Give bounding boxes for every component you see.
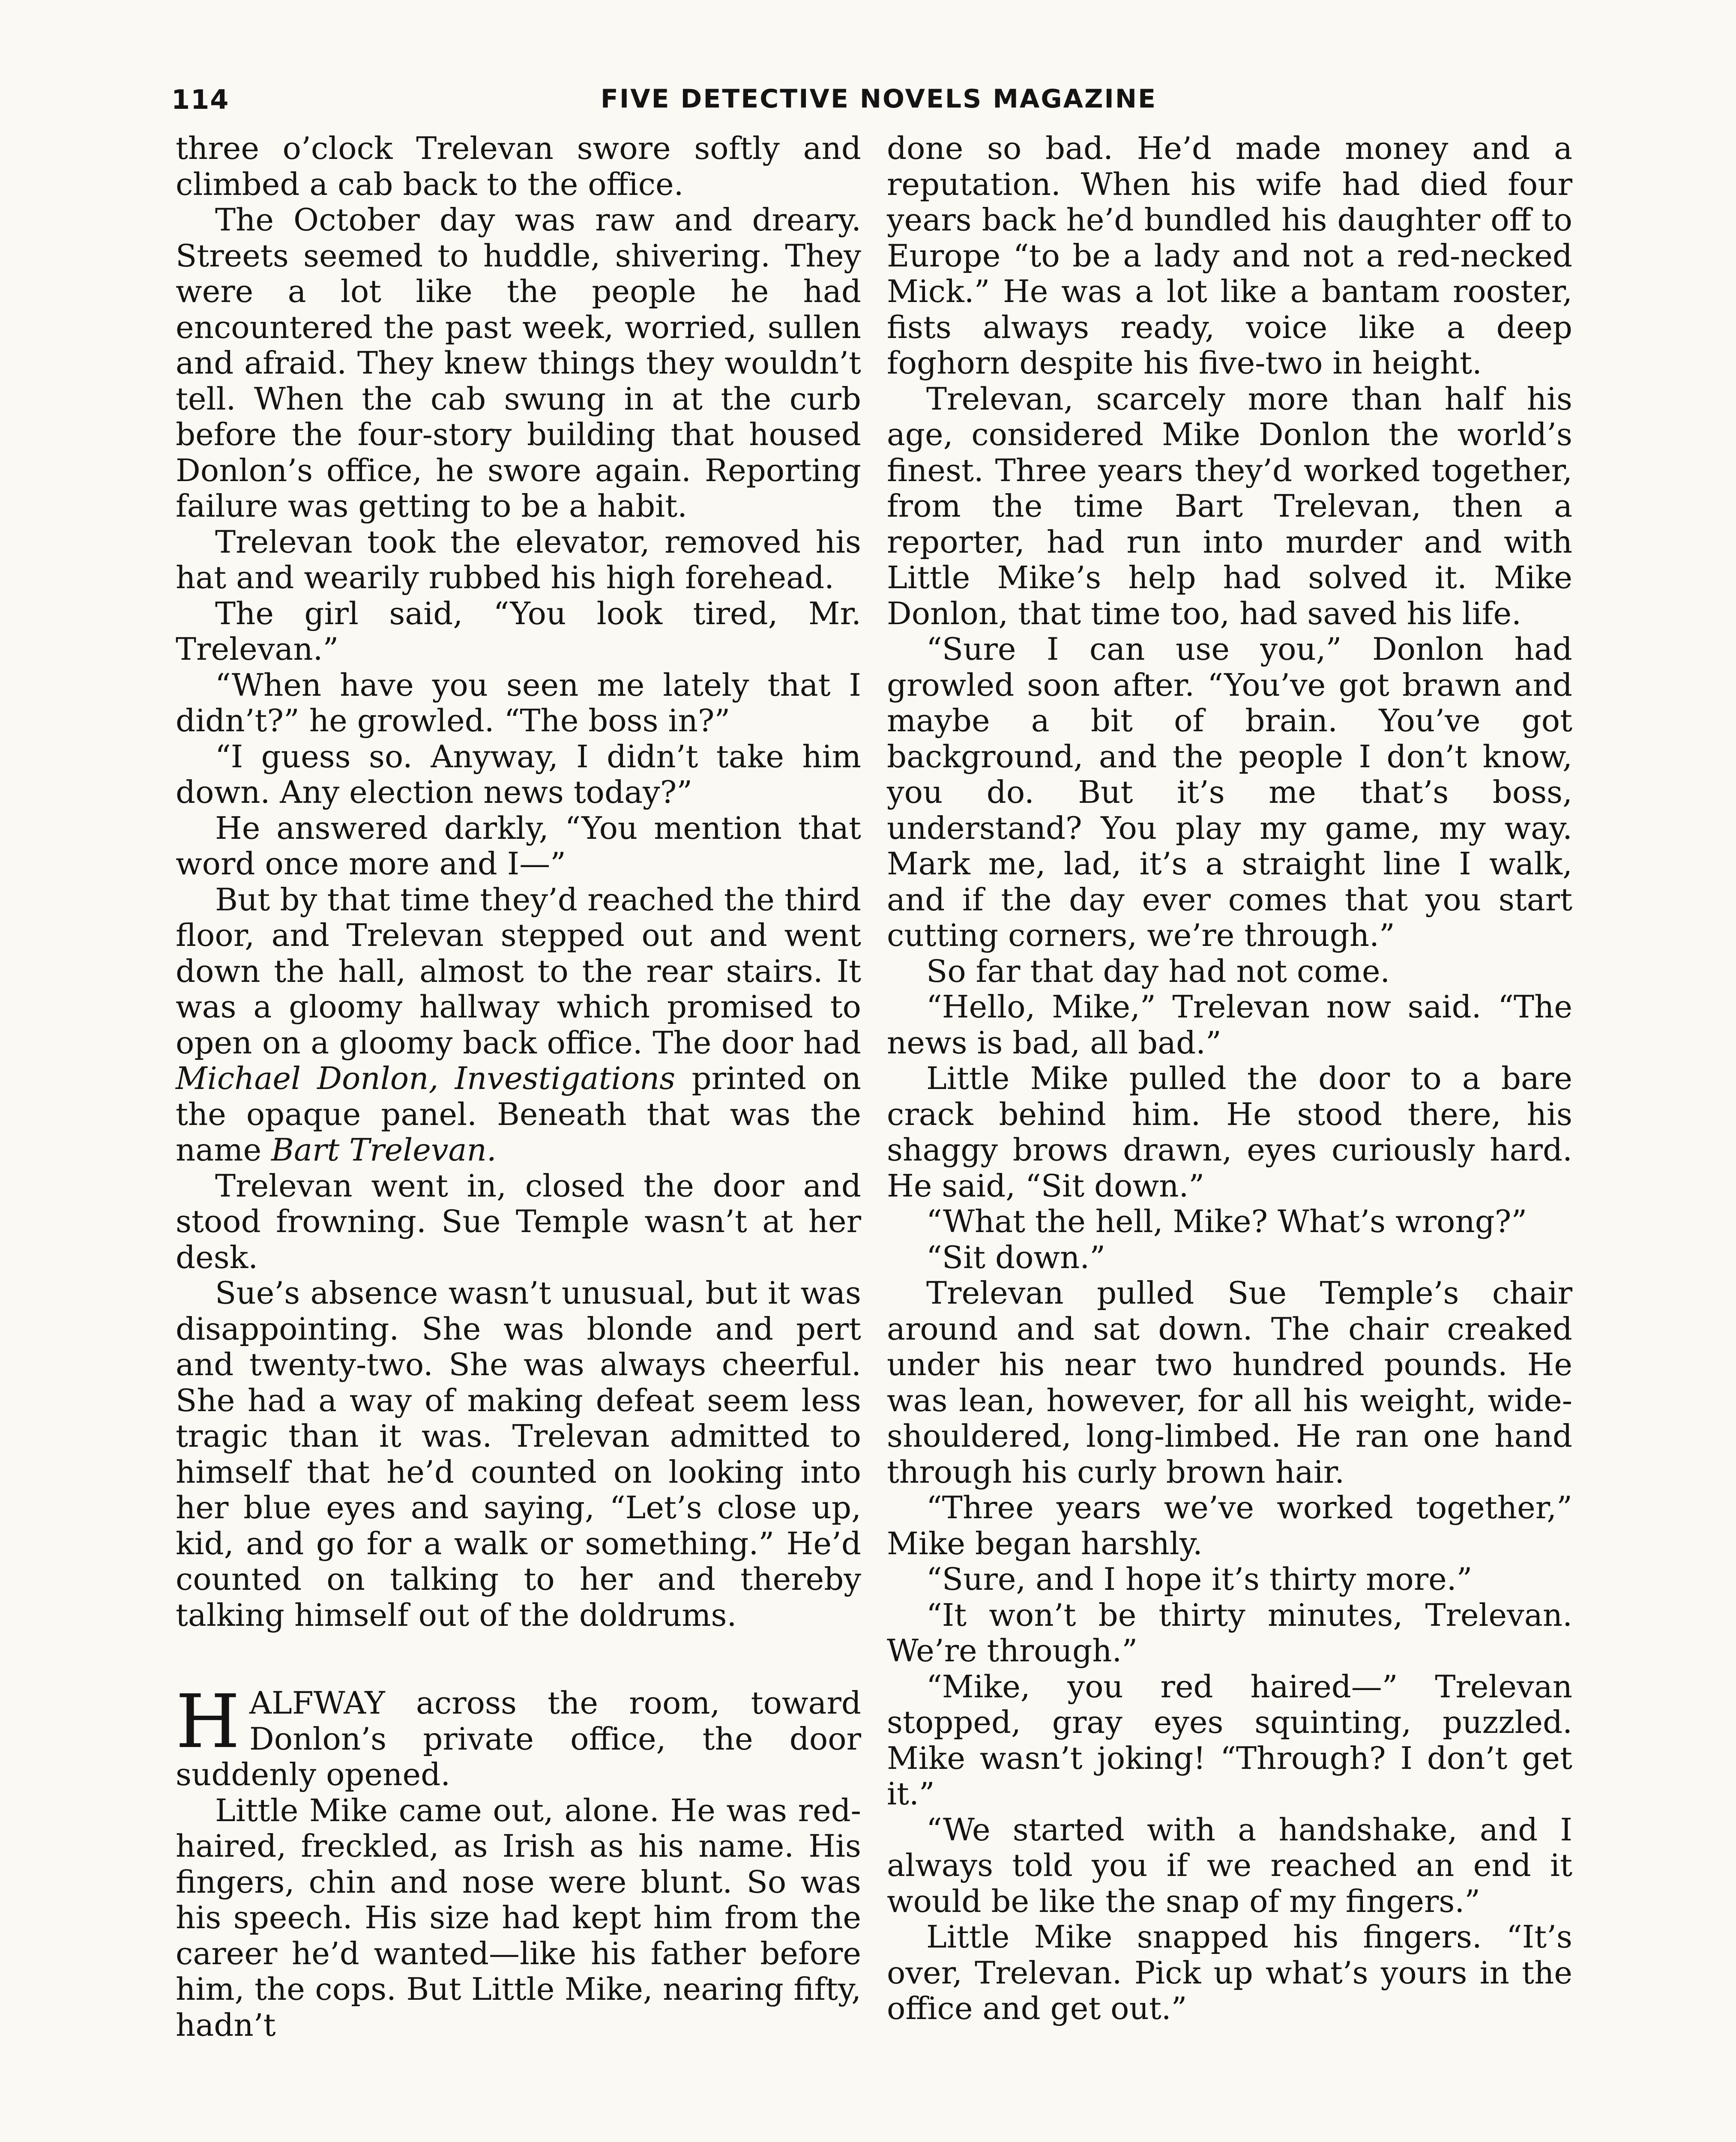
partner-name: Bart Trelevan. [271, 1132, 497, 1168]
paragraph: Trelevan, scarcely more than half his age, considered Mike Donlon the world’s finest. Three years they’d worked together, from the time Bart Trelevan, then a reporter, had run into murder and with Little Mike’s help had solved it. Mike Donlon, that time too, had saved his life. [887, 380, 1572, 631]
door-lettering: Michael Donlon, Investigations [176, 1060, 676, 1096]
running-title: FIVE DETECTIVE NOVELS MAGAZINE [600, 84, 1157, 114]
section-opening-text: across the room, toward Donlon’s private office, the door suddenly opened. [176, 1685, 861, 1792]
paragraph: Little Mike snapped his fingers. “It’s over, Trelevan. Pick up what’s yours in the office and get out.” [887, 1919, 1572, 2026]
page-header [171, 84, 1586, 131]
paragraph: “We started with a handshake, and I always told you if we reached an end it would be like the snap of my fingers.” [887, 1811, 1572, 1919]
paragraph: done so bad. He’d made money and a reputation. When his wife had died four years back he’d bundled his daughter off to Europe “to be a lady and not a red-necked Mick.” He was a lot like a bantam rooster, fists always ready, voice like a deep foghorn despite his five-two in height. [887, 130, 1572, 381]
section-opening-paragraph [176, 1678, 861, 1793]
paragraph: “Mike, you red haired—” Trelevan stopped, gray eyes squinting, puzzled. Mike wasn’t joking! “Through? I don’t get it.” [887, 1668, 1572, 1812]
paragraph: “Sure I can use you,” Donlon had growled soon after. “You’ve got brawn and maybe a bit of brain. You’ve got background, and the people I don’t know, you do. But it’s me that’s boss, understand? You play my game, my way. Mark me, lad, it’s a straight line I walk, and if the day ever comes that you start cutting corners, we’re through.” [887, 631, 1572, 953]
paragraph: “When have you seen me lately that I didn’t?” he growled. “The boss in?” [176, 667, 861, 739]
door-paragraph-text-2: printed on the opaque panel. Beneath that was the name [176, 1060, 862, 1168]
paragraph: “Hello, Mike,” Trelevan now said. “The news is bad, all bad.” [887, 989, 1572, 1061]
small-caps-lead: ALFWAY [249, 1685, 385, 1721]
paragraph: “Three years we’ve worked together,” Mike began harshly. [887, 1490, 1572, 1562]
paragraph: “Sure, and I hope it’s thirty more.” [926, 1561, 1473, 1597]
paragraph: Little Mike came out, alone. He was red-haired, freckled, as Irish as his name. His fingers, chin and nose were blunt. So was his speech. His size had kept him from the career he’d wanted—like his father before him, the cops. But Little Mike, nearing fifty, hadn’t [176, 1792, 861, 2043]
right-column [887, 131, 1572, 2027]
paragraph: So far that day had not come. [926, 953, 1390, 989]
paragraph: The October day was raw and dreary. Streets seemed to huddle, shivering. They were a lot like the people he had encountered the past week, worried, sullen and afraid. They knew things they wouldn’t tell. When the cab swung in at the curb before the four-story building that housed Donlon’s office, he swore again. Reporting failure was getting to be a habit. [176, 202, 861, 524]
paragraph: Trelevan went in, closed the door and stood frowning. Sue Temple wasn’t at her desk. [176, 1167, 861, 1275]
paragraph: three o’clock Trelevan swore softly and climbed a cab back to the office. [176, 130, 861, 202]
door-paragraph-text: But by that time they’d reached the third floor, and Trelevan stepped out and went down the hall, almost to the rear stairs. It was a gloomy hallway which promised to open on a gloomy back office. The door had [176, 881, 861, 1061]
drop-cap: H [176, 1678, 240, 1765]
paragraph: Trelevan pulled Sue Temple’s chair around and sat down. The chair creaked under his near two hundred pounds. He was lean, however, for all his weight, wide-shouldered, long-limbed. He ran one hand through his curly brown hair. [887, 1275, 1572, 1490]
paragraph: Little Mike pulled the door to a bare crack behind him. He stood there, his shaggy brows drawn, eyes curiously hard. He said, “Sit down.” [887, 1060, 1572, 1204]
paragraph: “What the hell, Mike? What’s wrong?” [926, 1203, 1527, 1239]
page-number: 114 [171, 84, 230, 115]
paragraph: The girl said, “You look tired, Mr. Trelevan.” [176, 595, 861, 667]
left-column [176, 131, 861, 2043]
paragraph-door [176, 882, 861, 1168]
paragraph: Trelevan took the elevator, removed his hat and wearily rubbed his high forehead. [176, 524, 861, 595]
paragraph: “It won’t be thirty minutes, Trelevan. We’re through.” [887, 1597, 1572, 1669]
paragraph: “I guess so. Anyway, I didn’t take him down. Any election news today?” [176, 738, 861, 810]
paragraph: He answered darkly, “You mention that word once more and I—” [176, 810, 861, 882]
paragraph: Sue’s absence wasn’t unusual, but it was disappointing. She was blonde and pert and twenty-two. She was always cheerful. She had a way of making defeat seem less tragic than it was. Trelevan admitted to himself that he’d counted on looking into her blue eyes and saying, “Let’s close up, kid, and go for a walk or something.” He’d counted on talking to her and thereby talking himself out of the doldrums. [176, 1275, 861, 1633]
paragraph: “Sit down.” [926, 1239, 1106, 1275]
